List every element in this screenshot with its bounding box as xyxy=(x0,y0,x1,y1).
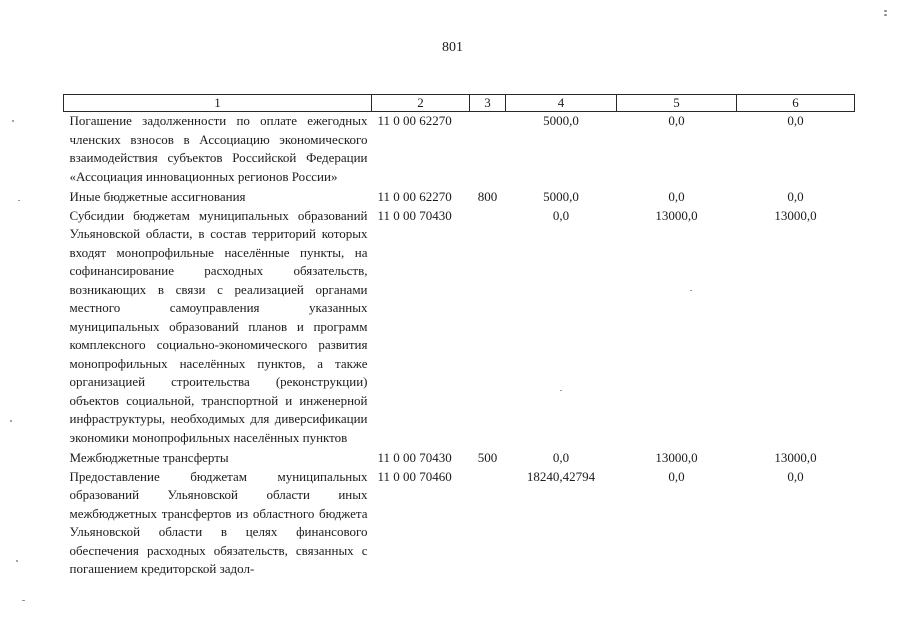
row-target-code: 11 0 00 70430 xyxy=(377,207,452,223)
row-value-col5: 0,0 xyxy=(668,468,685,484)
column-header: 6 xyxy=(737,95,855,112)
page-number: 801 xyxy=(442,40,463,55)
scan-speck xyxy=(18,200,20,201)
scan-speck xyxy=(12,120,14,122)
table-header-row xyxy=(64,95,855,112)
row-description: Иные бюджетные ассигнования xyxy=(69,189,246,204)
row-description: Погашение задолженности по оплате ежегодных членских взносов в Ассоциацию экономического взаимодействия субъектов Российской Федерации «Ассоциация инновационных регионов России» xyxy=(69,113,368,184)
table-row xyxy=(64,468,855,579)
table-row xyxy=(64,447,855,468)
row-target-code: 11 0 00 70460 xyxy=(377,468,452,484)
row-value-col6: 13000,0 xyxy=(774,450,817,465)
row-value-col4: 0,0 xyxy=(552,450,570,465)
row-description: Субсидии бюджетам муниципальных образований Ульяновской области, в состав территорий которых входят монопрофильные населённые пункты, на софинансирование расходных обязательств, возникающих в связи с реализацией органами местного самоуправления указанных муниципальных образований планов и программ комплексного социально-экономического развития монопрофильных населённых пунктов, а также организацией строительства (реконструкции) объектов социальной, транспортной и инженерной инфраструктуры, необходимых для диверсификации экономики монопрофильных населённых пунктов xyxy=(69,207,368,445)
row-description: Предоставление бюджетам муниципальных образований Ульяновской области иных межбюджетных трансфертов из областного бюджета Ульяновской области в целях финансового обеспечения расходных обязательств, связанных с погашением кредиторской задол- xyxy=(69,468,368,576)
row-value-col6: 13000,0 xyxy=(774,207,817,223)
row-expense-type xyxy=(470,468,506,579)
row-value-col4: 5000,0 xyxy=(543,113,579,128)
scan-speck xyxy=(10,420,12,422)
scan-speck xyxy=(690,290,692,291)
row-value-col5: 0,0 xyxy=(668,189,685,204)
scan-speck xyxy=(560,390,562,391)
table-row xyxy=(64,112,855,187)
row-description: Межбюджетные трансферты xyxy=(69,450,229,465)
column-header: 3 xyxy=(470,95,506,112)
row-expense-type xyxy=(470,112,506,187)
row-value-col5: 0,0 xyxy=(668,113,685,128)
row-target-code: 11 0 00 62270 xyxy=(377,113,452,128)
table-row xyxy=(64,186,855,207)
row-expense-type: 500 xyxy=(477,450,498,465)
row-value-col5: 13000,0 xyxy=(655,207,698,223)
row-value-col4: 18240,42794 xyxy=(526,468,596,484)
row-target-code: 11 0 00 70430 xyxy=(377,450,452,465)
table-row xyxy=(64,207,855,448)
scan-speck xyxy=(884,14,887,16)
row-target-code: 11 0 00 62270 xyxy=(377,189,452,204)
scan-speck xyxy=(22,600,25,601)
row-expense-type: 800 xyxy=(477,189,498,204)
row-value-col5: 13000,0 xyxy=(655,450,698,465)
column-header: 4 xyxy=(506,95,617,112)
row-value-col6: 0,0 xyxy=(787,189,804,204)
row-value-col6: 0,0 xyxy=(787,468,804,484)
row-value-col4: 5000,0 xyxy=(543,189,579,204)
scan-speck xyxy=(884,10,887,12)
column-header: 1 xyxy=(64,95,372,112)
column-header: 5 xyxy=(617,95,737,112)
row-expense-type xyxy=(470,207,506,448)
row-value-col6: 0,0 xyxy=(787,113,804,128)
budget-table xyxy=(63,94,855,579)
scan-speck xyxy=(16,560,18,562)
column-header: 2 xyxy=(372,95,470,112)
row-value-col4: 0,0 xyxy=(552,207,570,223)
